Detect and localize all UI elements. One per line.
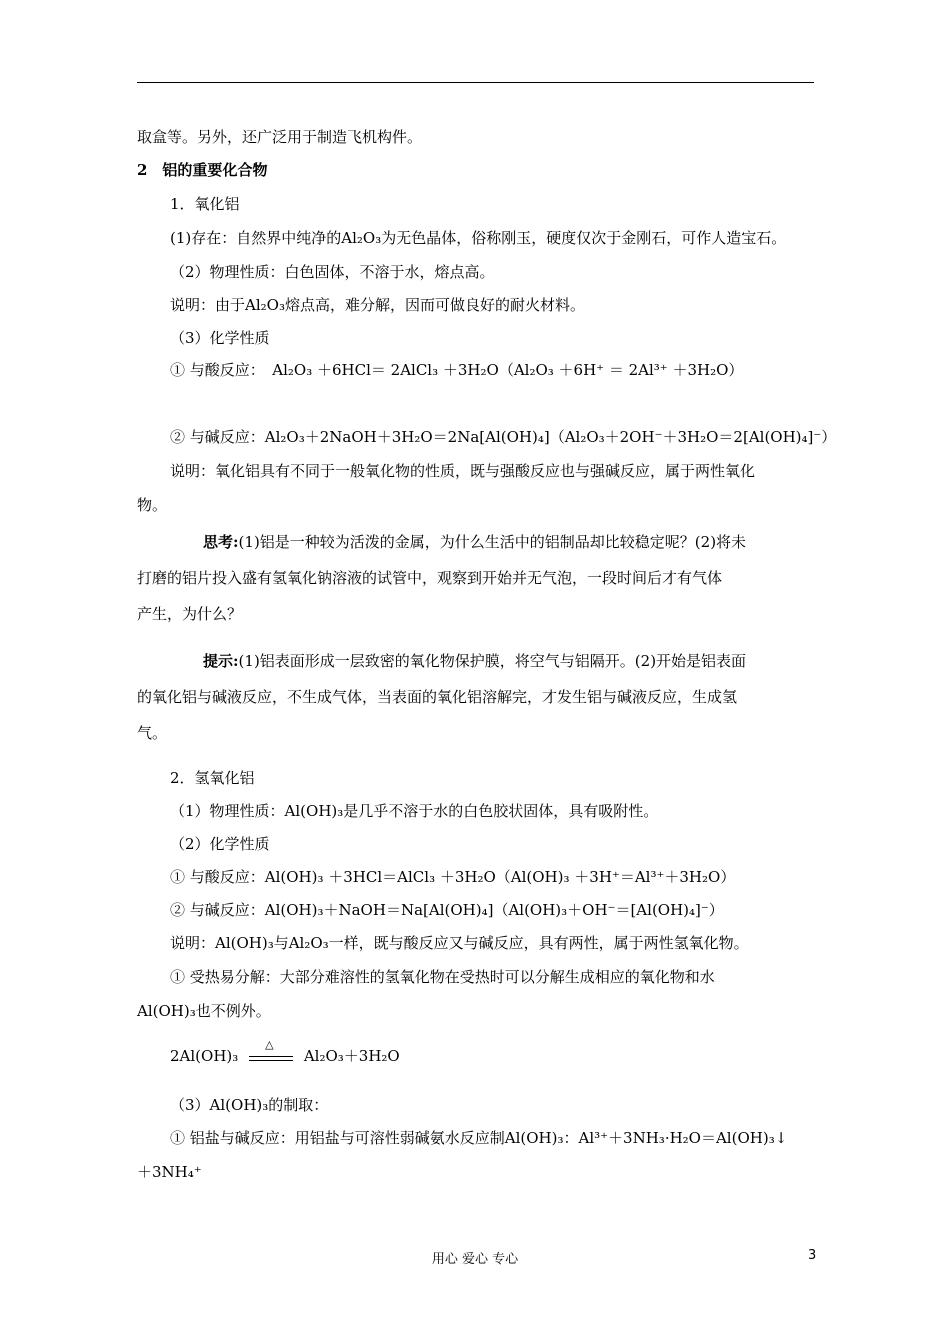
text-line: ① 受热易分解：大部分难溶性的氢氧化物在受热时可以分解生成相应的氧化物和水: [170, 968, 715, 986]
equation-line: ② 与碱反应：Al(OH)₃＋NaOH＝Na[Al(OH)₄]（Al(OH)₃＋OH⁻＝[Al(OH)₄]⁻）: [170, 901, 724, 919]
section-title: 2 铝的重要化合物: [137, 161, 268, 179]
equation-line: ＋3NH₄⁺: [137, 1163, 202, 1181]
text-line: 产生，为什么？: [137, 605, 243, 623]
text-line: Al(OH)₃也不例外。: [137, 1002, 271, 1020]
text-line: （2）物理性质：白色固体，不溶于水，熔点高。: [170, 263, 495, 281]
equation-line: ② 与碱反应：Al₂O₃＋2NaOH＋3H₂O＝2Na[Al(OH)₄]（Al₂O₃＋2OH⁻＋3H₂O＝2[Al(OH)₄]⁻）: [170, 428, 837, 446]
hint-line: [203, 650, 746, 672]
think-text: (1)铝是一种较为活泼的金属，为什么生活中的铝制品却比较稳定呢？(2)将未: [238, 533, 747, 551]
header-rule: [137, 82, 814, 83]
text-line: 说明：由于Al₂O₃熔点高，难分解，因而可做良好的耐火材料。: [170, 296, 585, 314]
equation-line: ① 与酸反应：Al(OH)₃ ＋3HCl＝AlCl₃ ＋3H₂O（Al(OH)₃ ＋3H⁺＝Al³⁺＋3H₂O）: [170, 868, 736, 886]
think-label: 思考:: [203, 533, 239, 551]
text-line: （1）物理性质：Al(OH)₃是几乎不溶于水的白色胶状固体，具有吸附性。: [170, 802, 659, 820]
text-line: 物。: [137, 496, 168, 514]
heat-triangle-icon: △: [265, 1038, 274, 1051]
page-number: 3: [808, 1248, 817, 1263]
equation-right: Al₂O₃＋3H₂O: [303, 1047, 400, 1065]
heat-condition-sign: [249, 1038, 293, 1065]
footer-slogan: 用心 爱心 专心: [431, 1252, 519, 1267]
equation-left: 2Al(OH)₃: [170, 1047, 239, 1065]
equation-line: ① 铝盐与碱反应：用铝盐与可溶性弱碱氨水反应制Al(OH)₃：Al³⁺＋3NH₃·H₂O＝Al(OH)₃↓: [170, 1129, 788, 1147]
subsection-title: 1．氧化铝: [170, 195, 240, 213]
hint-label: 提示:: [203, 652, 239, 670]
text-line: 说明：氧化铝具有不同于一般氧化物的性质，既与强酸反应也与强碱反应，属于两性氧化: [170, 462, 756, 480]
text-line: （2）化学性质: [170, 835, 270, 853]
text-line: 打磨的铝片投入盛有氢氧化钠溶液的试管中，观察到开始并无气泡，一段时间后才有气体: [137, 569, 723, 587]
equation-line: ① 与酸反应： Al₂O₃ ＋6HCl＝ 2AlCl₃ ＋3H₂O（Al₂O₃ ＋6H⁺ ＝ 2Al³⁺ ＋3H₂O）: [170, 361, 744, 379]
text-line: (1)存在：自然界中纯净的Al₂O₃为无色晶体，俗称刚玉，硬度仅次于金刚石，可作人造宝石。: [170, 229, 787, 247]
text-line: 说明：Al(OH)₃与Al₂O₃一样，既与酸反应又与碱反应，具有两性，属于两性氢氧化物。: [170, 934, 749, 952]
subsection-title: 2．氢氧化铝: [170, 769, 255, 787]
text-line: 气。: [137, 724, 168, 742]
text-line: 取盒等。另外，还广泛用于制造飞机构件。: [137, 128, 423, 146]
text-line: （3）化学性质: [170, 329, 270, 347]
text-line: 的氧化铝与碱液反应，不生成气体，当表面的氧化铝溶解完，才发生铝与碱液反应，生成氢: [137, 688, 738, 706]
decomposition-equation: [170, 1038, 400, 1067]
text-line: （3）Al(OH)₃的制取：: [170, 1096, 329, 1114]
think-line: [203, 531, 746, 553]
hint-text: (1)铝表面形成一层致密的氧化物保护膜，将空气与铝隔开。(2)开始是铝表面: [238, 652, 747, 670]
